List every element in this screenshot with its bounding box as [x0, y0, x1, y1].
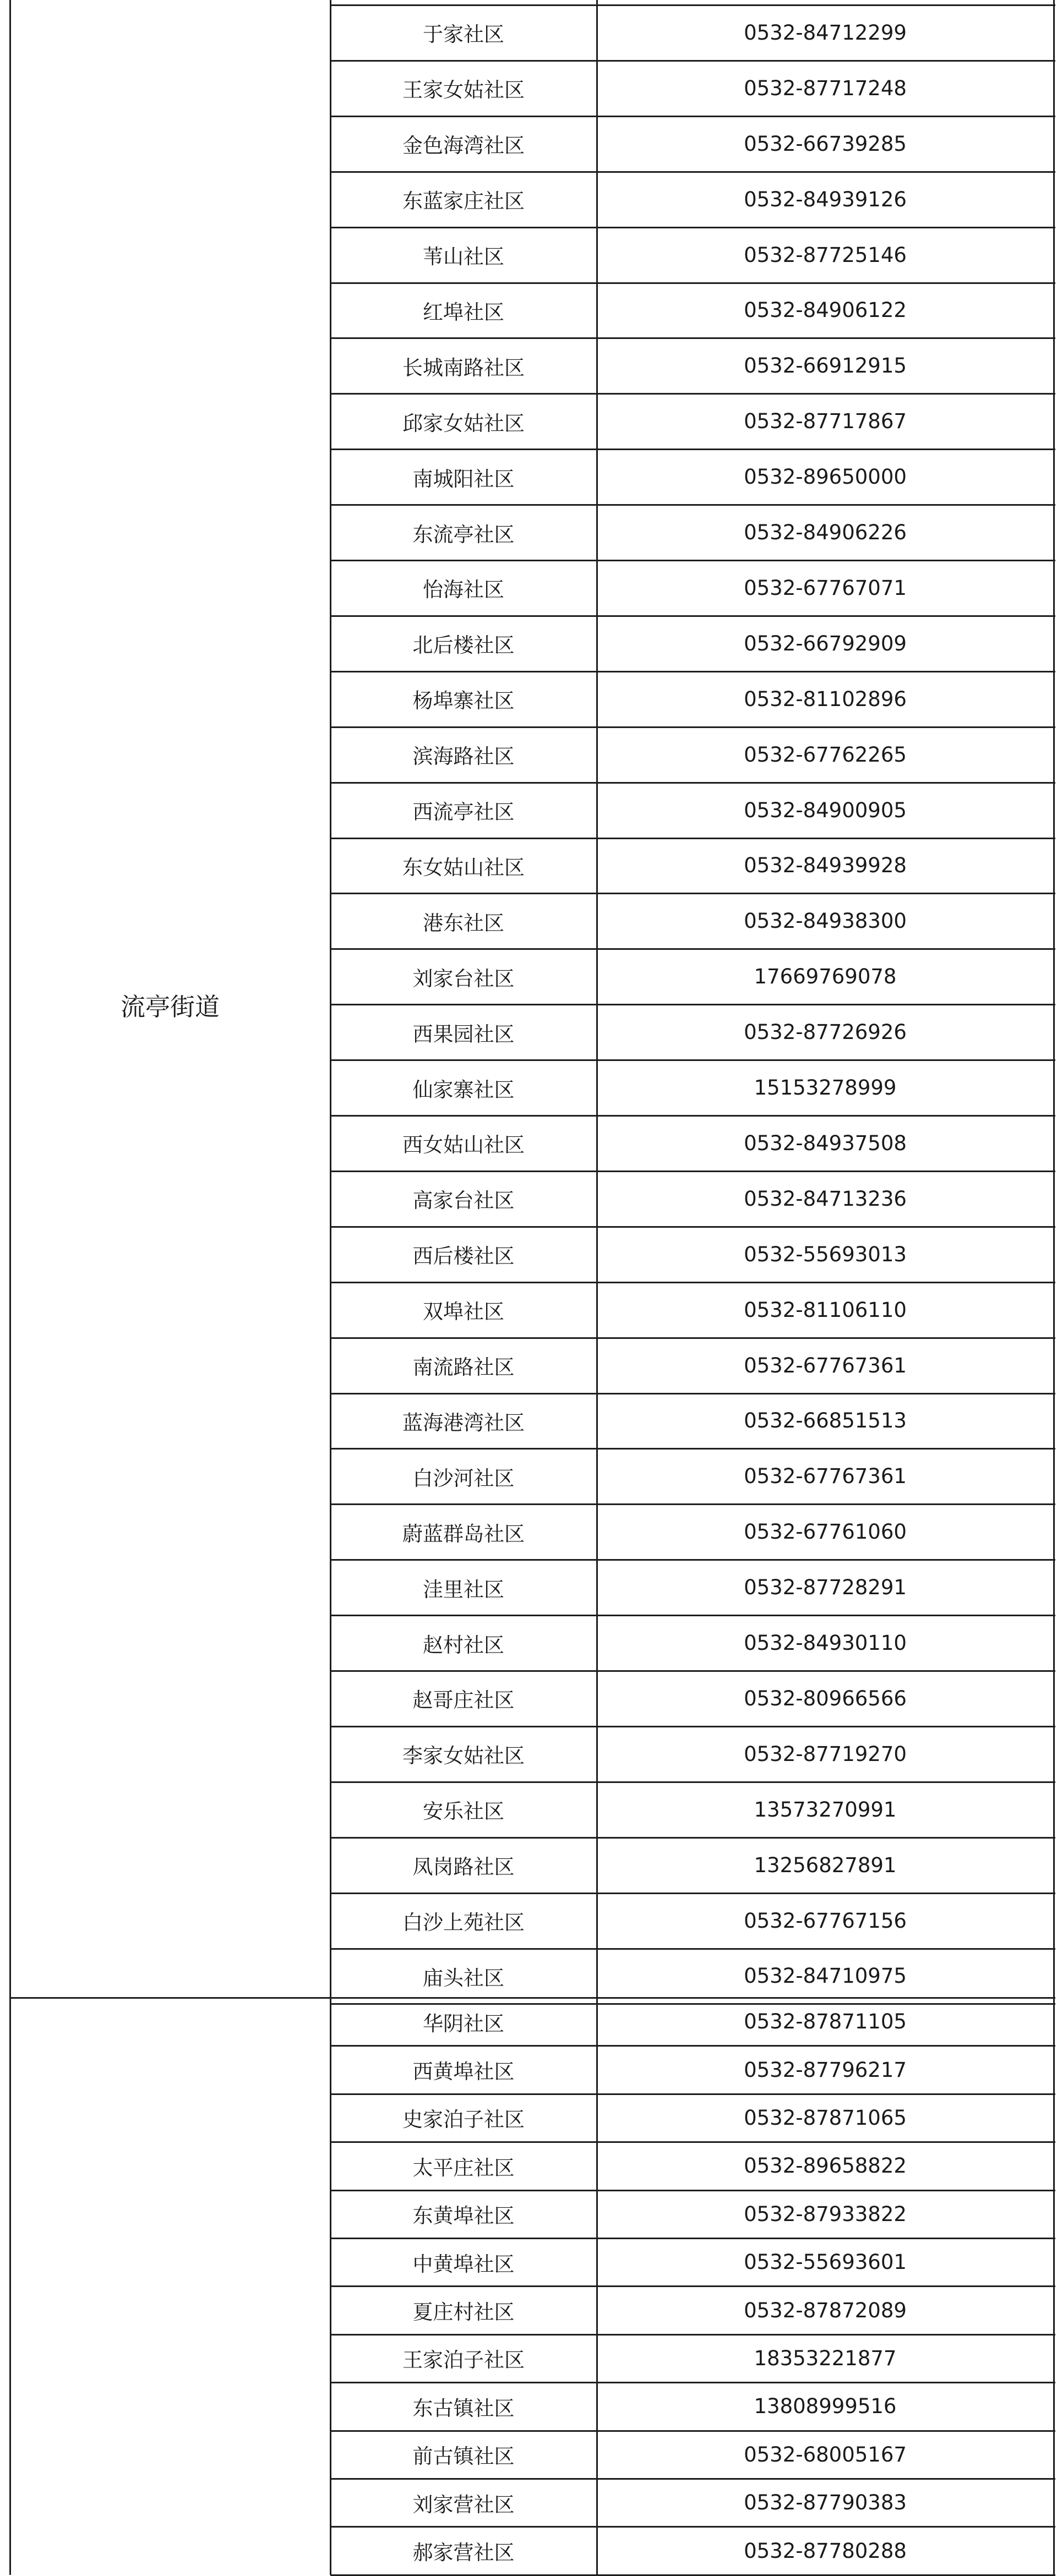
phone-number: 0532-67767156 — [744, 1908, 907, 1933]
community-name: 李家女姑社区 — [402, 1744, 525, 1768]
community-name: 太平庄社区 — [412, 2156, 515, 2180]
community-name: 西流亭社区 — [412, 800, 515, 824]
phone-number: 0532-55693601 — [744, 2250, 907, 2274]
table-right-border — [1053, 0, 1055, 2575]
phone-number: 0532-68005167 — [744, 2442, 907, 2466]
phone-number: 0532-67767361 — [744, 1464, 907, 1489]
community-name: 杨埠寨社区 — [412, 689, 515, 713]
community-name: 史家泊子社区 — [402, 2108, 525, 2132]
community-name: 赵哥庄社区 — [412, 1688, 515, 1713]
phone-number: 0532-84906122 — [744, 298, 907, 322]
community-name: 滨海路社区 — [412, 745, 515, 769]
phone-number: 0532-84906226 — [744, 521, 907, 545]
community-name: 西黄埠社区 — [412, 2060, 515, 2084]
phone-number: 0532-55693013 — [744, 1242, 907, 1266]
phone-number: 0532-66792909 — [744, 631, 907, 655]
column-divider — [330, 0, 331, 2575]
community-name: 王家泊子社区 — [402, 2348, 525, 2372]
community-name: 夏庄村社区 — [412, 2300, 515, 2325]
phone-number: 0532-87796217 — [744, 2058, 907, 2082]
phone-number: 0532-67762265 — [744, 742, 907, 767]
street-name — [10, 1998, 330, 2575]
community-name: 于家社区 — [423, 23, 504, 47]
phone-number: 0532-87871065 — [744, 2105, 907, 2130]
community-name: 长城南路社区 — [402, 356, 525, 380]
community-name: 白沙河社区 — [412, 1466, 515, 1490]
phone-number: 13573270991 — [754, 1797, 897, 1822]
community-name: 白沙上苑社区 — [402, 1911, 525, 1935]
phone-number: 0532-87728291 — [744, 1576, 907, 1600]
community-name: 东流亭社区 — [412, 522, 515, 546]
phone-number: 0532-66851513 — [744, 1409, 907, 1433]
phone-number: 18353221877 — [754, 2346, 897, 2370]
column-divider — [596, 0, 598, 2575]
community-name: 双埠社区 — [423, 1300, 504, 1324]
phone-number: 0532-87719270 — [744, 1742, 907, 1766]
community-name: 庙头社区 — [423, 1966, 504, 1990]
phone-number: 0532-89658822 — [744, 2154, 907, 2178]
phone-number: 17669769078 — [754, 965, 897, 989]
phone-number: 0532-87790383 — [744, 2491, 907, 2515]
phone-number: 0532-89650000 — [744, 465, 907, 489]
phone-number: 0532-87717867 — [744, 409, 907, 434]
phone-number: 0532-84710975 — [744, 1964, 907, 1988]
community-name: 仙家寨社区 — [412, 1078, 515, 1102]
community-name: 中黄埠社区 — [412, 2252, 515, 2276]
phone-number: 0532-87725146 — [744, 243, 907, 267]
group-divider — [10, 1997, 1055, 1999]
community-name: 东黄埠社区 — [412, 2204, 515, 2228]
community-name: 西后楼社区 — [412, 1244, 515, 1268]
phone-number: 0532-67767071 — [744, 576, 907, 600]
phone-number: 0532-87780288 — [744, 2539, 907, 2563]
phone-number: 0532-80966566 — [744, 1686, 907, 1710]
community-name: 苇山社区 — [423, 245, 504, 269]
phone-number: 0532-81106110 — [744, 1298, 907, 1322]
phone-number: 0532-66739285 — [744, 132, 907, 156]
community-name: 南城阳社区 — [412, 467, 515, 491]
phone-number: 0532-84900905 — [744, 798, 907, 822]
community-name: 怡海社区 — [423, 578, 504, 602]
phone-number: 0532-87871105 — [744, 2010, 907, 2034]
phone-number: 15153278999 — [754, 1076, 897, 1100]
phone-number: 0532-81102896 — [744, 687, 907, 711]
phone-number: 0532-84713236 — [744, 1186, 907, 1211]
community-name: 洼里社区 — [423, 1577, 504, 1601]
community-name: 蓝海港湾社区 — [402, 1410, 525, 1435]
community-name: 赵村社区 — [423, 1633, 504, 1657]
community-name: 刘家台社区 — [412, 966, 515, 991]
community-name: 安乐社区 — [423, 1800, 504, 1824]
community-name: 东蓝家庄社区 — [402, 189, 525, 214]
community-name: 前古镇社区 — [412, 2444, 515, 2469]
community-name: 东女姑山社区 — [402, 855, 525, 879]
community-name: 郝家营社区 — [412, 2541, 515, 2565]
community-name: 港东社区 — [423, 911, 504, 935]
community-name: 北后楼社区 — [412, 633, 515, 658]
community-name: 红埠社区 — [423, 300, 504, 324]
phone-number: 13256827891 — [754, 1853, 897, 1877]
community-name: 西女姑山社区 — [402, 1133, 525, 1157]
phone-number: 0532-84930110 — [744, 1631, 907, 1655]
phone-number: 0532-84939126 — [744, 187, 907, 211]
phone-number: 0532-84712299 — [744, 20, 907, 45]
community-name: 华阴社区 — [423, 2011, 504, 2036]
phone-number: 0532-66912915 — [744, 354, 907, 378]
phone-number: 0532-67761060 — [744, 1520, 907, 1544]
community-name: 凤岗路社区 — [412, 1855, 515, 1879]
phone-number: 0532-87933822 — [744, 2202, 907, 2226]
community-name: 金色海湾社区 — [402, 134, 525, 158]
community-name: 刘家营社区 — [412, 2492, 515, 2517]
phone-number: 0532-84939928 — [744, 854, 907, 878]
table-left-border — [9, 0, 11, 2575]
phone-number: 0532-87717248 — [744, 76, 907, 100]
community-name: 西果园社区 — [412, 1022, 515, 1046]
phone-number: 0532-67767361 — [744, 1353, 907, 1377]
community-name: 东古镇社区 — [412, 2396, 515, 2420]
community-name: 高家台社区 — [412, 1189, 515, 1213]
community-name: 南流路社区 — [412, 1355, 515, 1380]
community-name: 蔚蓝群岛社区 — [402, 1522, 525, 1546]
community-name: 王家女姑社区 — [402, 78, 525, 102]
phone-number: 0532-84937508 — [744, 1131, 907, 1155]
community-name: 邱家女姑社区 — [402, 411, 525, 435]
phone-number: 0532-87872089 — [744, 2298, 907, 2322]
phone-number: 13808999516 — [754, 2394, 897, 2419]
street-name: 流亭街道 — [120, 992, 220, 1021]
phone-number: 0532-87726926 — [744, 1020, 907, 1044]
phone-number: 0532-84938300 — [744, 909, 907, 933]
